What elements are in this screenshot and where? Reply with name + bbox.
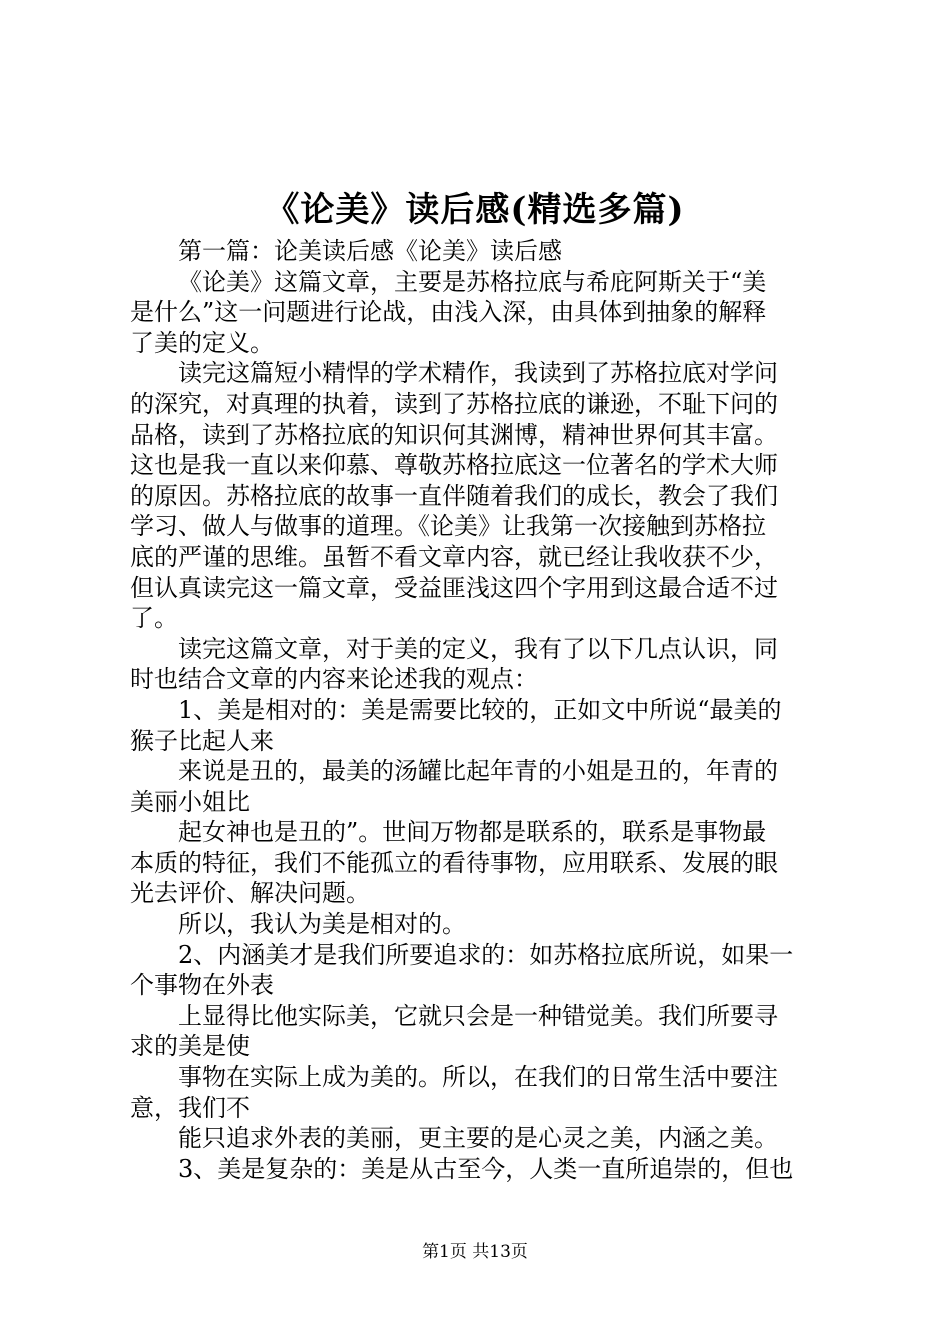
body-line: 本质的特征，我们不能孤立的看待事物，应用联系、发展的眼 xyxy=(130,848,778,877)
body-line: 上显得比他实际美，它就只会是一种错觉美。我们所要寻 xyxy=(178,1001,778,1030)
body-line: 事物在实际上成为美的。所以，在我们的日常生活中要注 xyxy=(178,1063,778,1092)
body-line: 了。 xyxy=(130,604,178,633)
body-line: 读完这篇文章，对于美的定义，我有了以下几点认识，同 xyxy=(178,634,778,663)
body-line: 的深究，对真理的执着，读到了苏格拉底的谦逊，不耻下问的 xyxy=(130,389,778,418)
page-footer: 第1页 共13页 xyxy=(422,1242,528,1262)
body-line: 底的严谨的思维。虽暂不看文章内容，就已经让我收获不少， xyxy=(130,542,778,571)
document-body xyxy=(130,236,834,1184)
body-line: 求的美是使 xyxy=(130,1032,250,1061)
body-line: 起女神也是丑的”。世间万物都是联系的，联系是事物最 xyxy=(178,818,767,847)
body-line: 3、美是复杂的：美是从古至今，人类一直所追崇的，但也 xyxy=(178,1154,794,1183)
document-title: 《论美》读后感(精选多篇) xyxy=(265,190,685,230)
body-line: 第一篇：论美读后感《论美》读后感 xyxy=(178,237,562,265)
body-line: 学习、做人与做事的道理。《论美》让我第一次接触到苏格拉 xyxy=(130,512,766,541)
body-line: 这也是我一直以来仰慕、尊敬苏格拉底这一位著名的学术大师 xyxy=(130,451,778,480)
body-line: 意，我们不 xyxy=(130,1093,250,1122)
body-line: 的原因。苏格拉底的故事一直伴随着我们的成长，教会了我们 xyxy=(130,481,778,510)
body-line: 个事物在外表 xyxy=(130,971,274,1000)
body-line: 美丽小姐比 xyxy=(130,787,250,816)
body-line: 《论美》这篇文章，主要是苏格拉底与希庇阿斯关于“美 xyxy=(178,267,767,296)
body-line: 1、美是相对的：美是需要比较的，正如文中所说“最美的 xyxy=(178,695,782,724)
body-line: 是什么”这一问题进行论战，由浅入深，由具体到抽象的解释 xyxy=(130,298,767,327)
body-line: 品格，读到了苏格拉底的知识何其渊博，精神世界何其丰富。 xyxy=(130,420,778,449)
body-line: 能只追求外表的美丽，更主要的是心灵之美，内涵之美。 xyxy=(178,1124,778,1153)
body-line: 时也结合文章的内容来论述我的观点： xyxy=(130,665,538,694)
body-line: 光去评价、解决问题。 xyxy=(130,879,370,908)
body-line: 2、内涵美才是我们所要追求的：如苏格拉底所说，如果一 xyxy=(178,940,794,969)
body-line: 猴子比起人来 xyxy=(130,726,274,755)
body-line: 了美的定义。 xyxy=(130,328,274,357)
body-line: 所以，我认为美是相对的。 xyxy=(178,910,466,939)
body-line: 读完这篇短小精悍的学术精作，我读到了苏格拉底对学问 xyxy=(178,359,778,388)
body-line: 来说是丑的，最美的汤罐比起年青的小姐是丑的，年青的 xyxy=(178,757,778,786)
body-line: 但认真读完这一篇文章，受益匪浅这四个字用到这最合适不过 xyxy=(130,573,778,602)
